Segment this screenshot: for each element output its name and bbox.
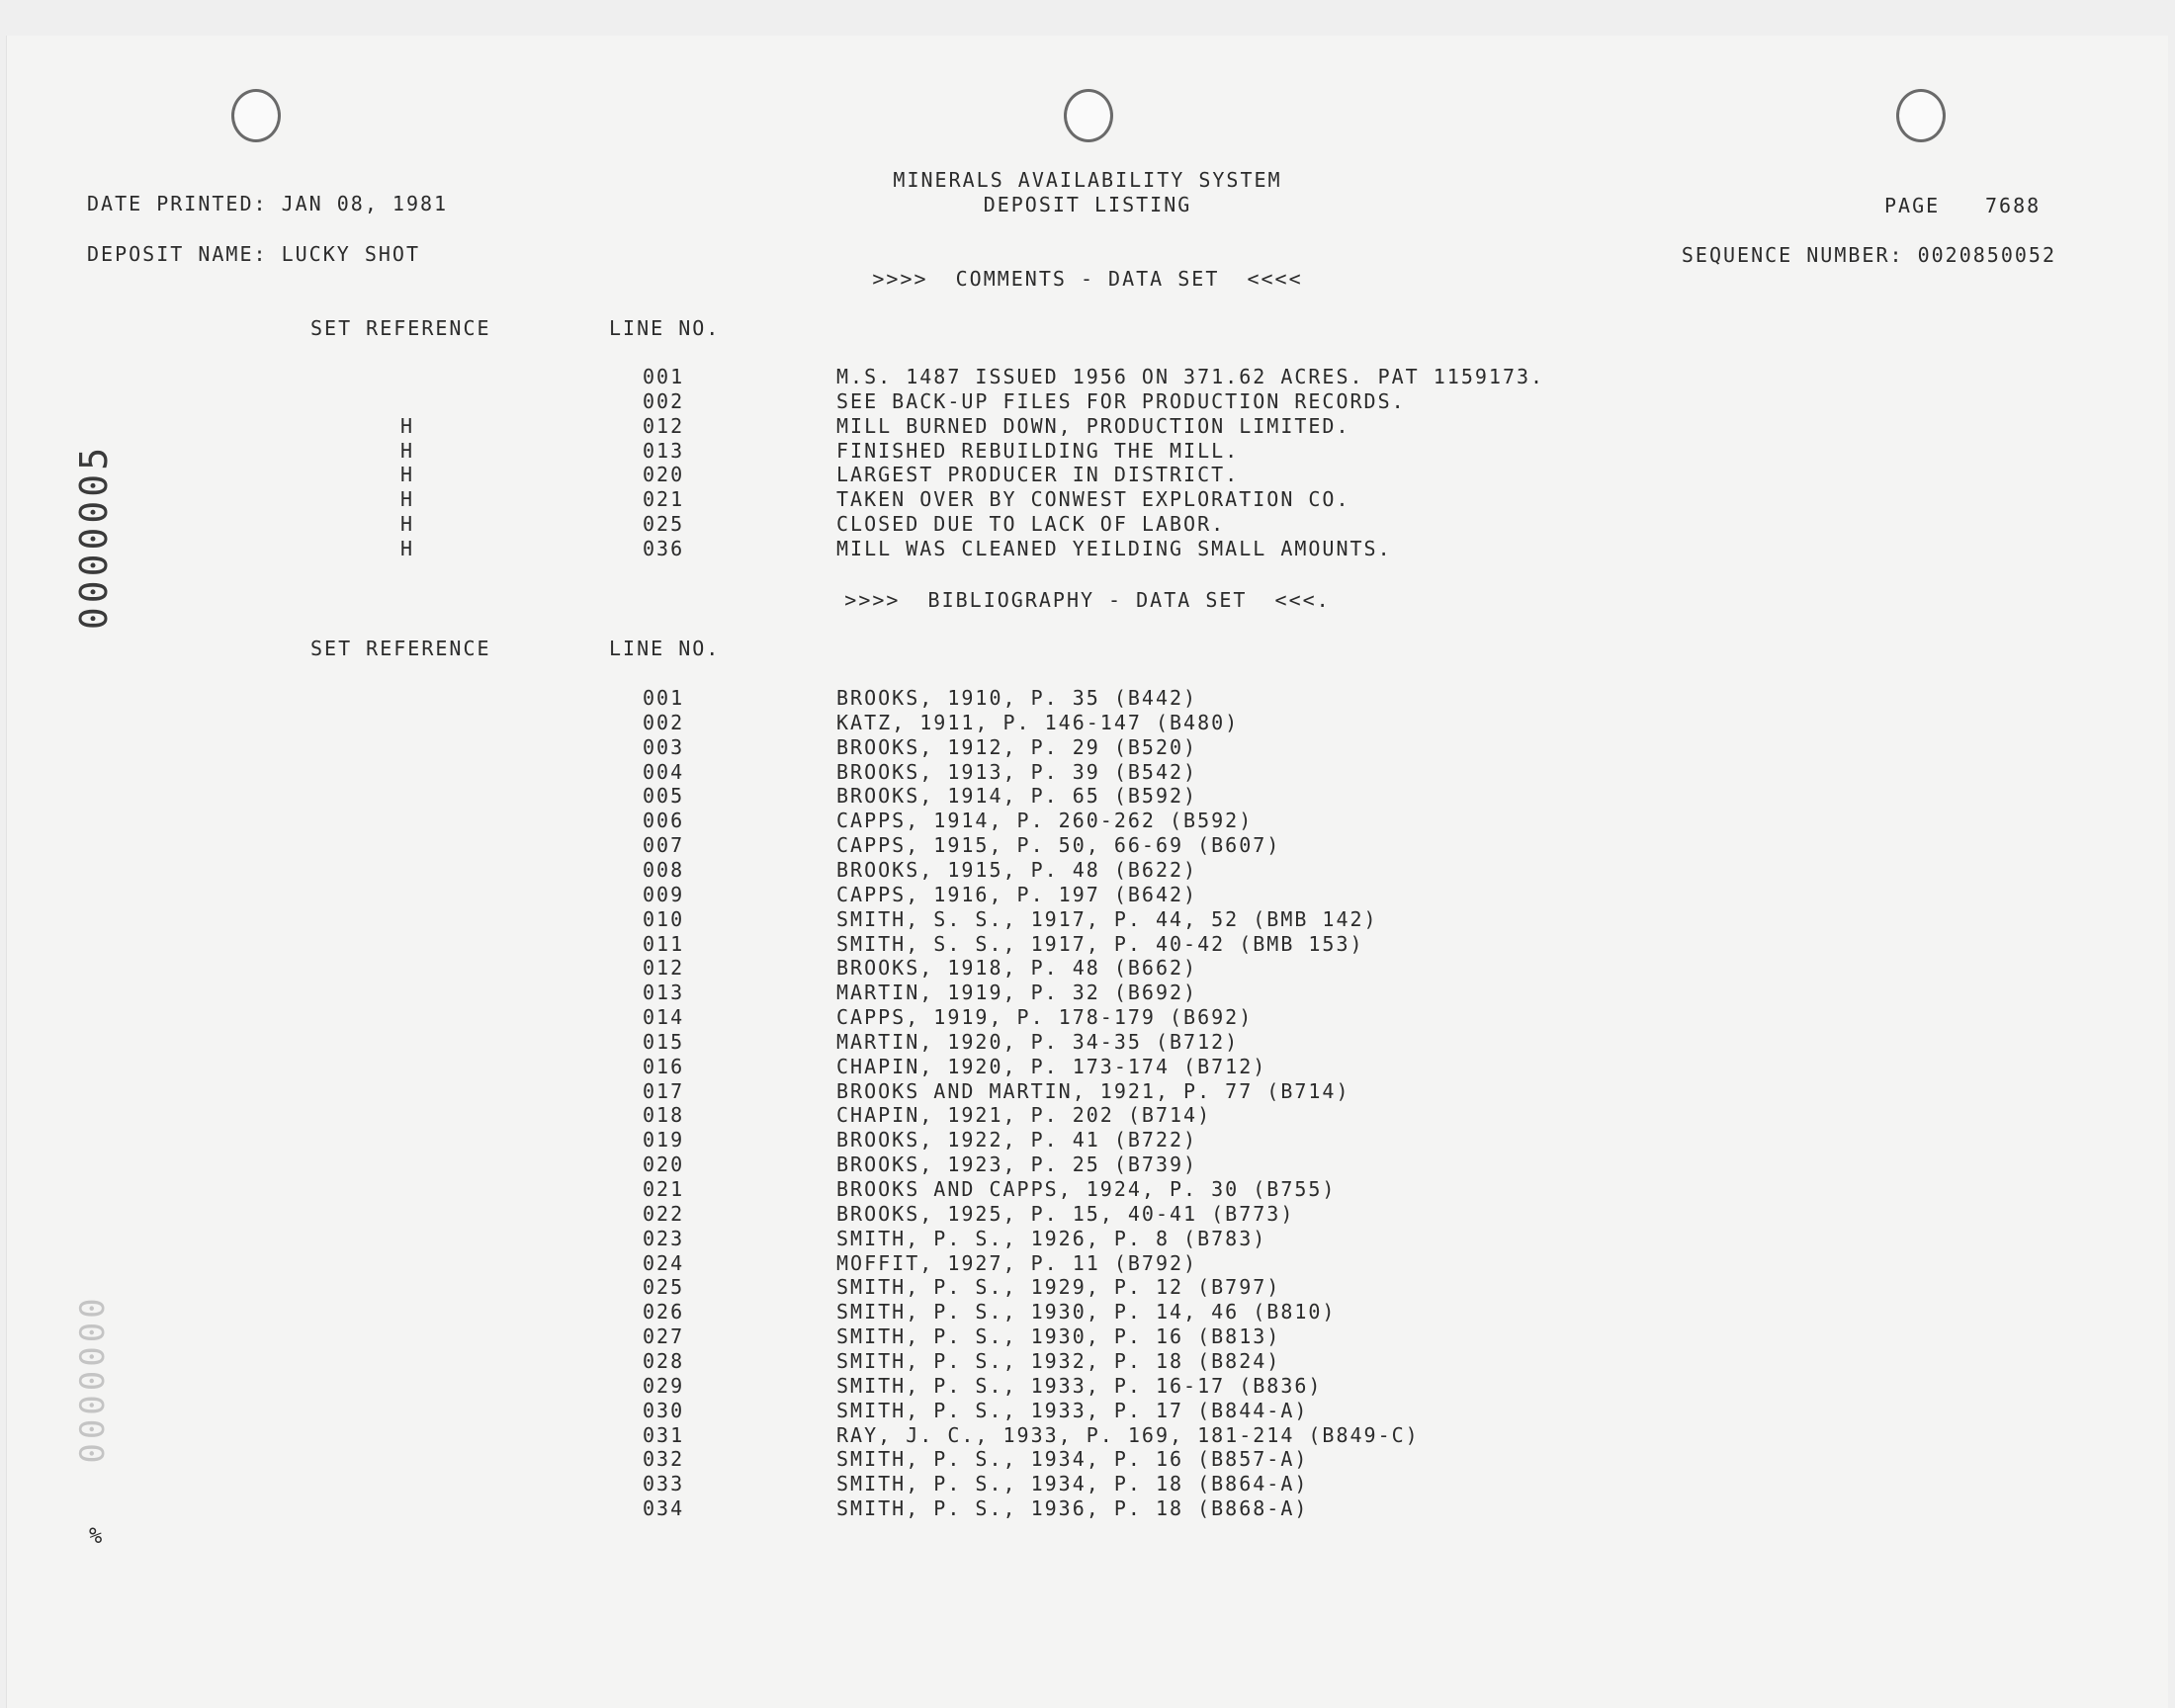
- table-row: [0, 1177, 2175, 1202]
- table-row: [0, 1324, 2175, 1349]
- table-row: [0, 1275, 2175, 1300]
- table-row: [0, 1399, 2175, 1423]
- entry-text-cell: BROOKS, 1925, P. 15, 40-41 (B773): [836, 1201, 1295, 1226]
- table-row: [0, 389, 2175, 414]
- line-number-cell: 012: [643, 956, 685, 981]
- entry-text-cell: BROOKS, 1923, P. 25 (B739): [836, 1153, 1198, 1177]
- line-number-cell: 013: [643, 438, 685, 463]
- line-number-cell: 012: [643, 413, 685, 438]
- system-title: MINERALS AVAILABILITY SYSTEM: [893, 168, 1282, 192]
- set-reference-cell: H: [399, 487, 415, 512]
- entry-text-cell: CAPPS, 1914, P. 260-262 (B592): [836, 809, 1254, 833]
- entry-text-cell: MOFFIT, 1927, P. 11 (B792): [836, 1250, 1198, 1275]
- comments-col-set-reference: SET REFERENCE: [310, 316, 491, 340]
- entry-text-cell: TAKEN OVER BY CONWEST EXPLORATION CO.: [836, 487, 1350, 512]
- table-row: [0, 1251, 2175, 1276]
- punch-hole-center: [1064, 89, 1113, 142]
- set-reference-cell: H: [399, 512, 415, 537]
- line-number-cell: 010: [643, 906, 685, 931]
- entry-text-cell: SMITH, P. S., 1934, P. 16 (B857-A): [836, 1447, 1309, 1472]
- line-number-cell: 036: [643, 536, 685, 560]
- line-number-cell: 017: [643, 1078, 685, 1103]
- punch-hole-right: [1896, 89, 1946, 142]
- line-number-cell: 020: [643, 1153, 685, 1177]
- entry-text-cell: SMITH, P. S., 1932, P. 18 (B824): [836, 1348, 1281, 1373]
- line-number-cell: 033: [643, 1472, 685, 1496]
- set-reference-cell: H: [399, 413, 415, 438]
- line-number-cell: 020: [643, 463, 685, 487]
- table-row: [0, 1300, 2175, 1324]
- table-row: [0, 1103, 2175, 1128]
- entry-text-cell: SMITH, P. S., 1930, P. 16 (B813): [836, 1324, 1281, 1349]
- bibliography-col-set-reference: SET REFERENCE: [310, 637, 491, 660]
- side-stamp-number-faint: 0000000: [73, 1294, 113, 1464]
- table-row: [0, 833, 2175, 858]
- table-row: [0, 858, 2175, 883]
- table-row: [0, 932, 2175, 957]
- line-number-cell: 030: [643, 1398, 685, 1422]
- entry-text-cell: SMITH, P. S., 1933, P. 16-17 (B836): [836, 1373, 1323, 1398]
- line-number-cell: 023: [643, 1226, 685, 1250]
- entry-text-cell: MILL BURNED DOWN, PRODUCTION LIMITED.: [836, 413, 1350, 438]
- table-row: [0, 907, 2175, 932]
- table-row: [0, 1128, 2175, 1153]
- table-row: [0, 463, 2175, 487]
- comments-section-title: >>>> COMMENTS - DATA SET <<<<: [872, 267, 1303, 291]
- set-reference-cell: H: [399, 463, 415, 487]
- line-number-cell: 021: [643, 487, 685, 512]
- bibliography-col-line-no: LINE NO.: [609, 637, 721, 660]
- line-number-cell: 022: [643, 1201, 685, 1226]
- sequence-number: SEQUENCE NUMBER: 0020850052: [1681, 243, 2056, 267]
- line-number-cell: 025: [643, 512, 685, 537]
- footer-mark: %: [89, 1524, 105, 1549]
- line-number-cell: 016: [643, 1054, 685, 1078]
- line-number-cell: 027: [643, 1324, 685, 1349]
- table-row: [0, 784, 2175, 809]
- punch-hole-left: [231, 89, 281, 142]
- table-row: [0, 1496, 2175, 1521]
- entry-text-cell: LARGEST PRODUCER IN DISTRICT.: [836, 463, 1240, 487]
- table-row: [0, 487, 2175, 512]
- set-reference-cell: H: [399, 536, 415, 560]
- line-number-cell: 024: [643, 1250, 685, 1275]
- entry-text-cell: MARTIN, 1919, P. 32 (B692): [836, 981, 1198, 1005]
- entry-text-cell: BROOKS AND CAPPS, 1924, P. 30 (B755): [836, 1177, 1337, 1201]
- table-row: [0, 809, 2175, 833]
- table-row: [0, 956, 2175, 981]
- comments-col-line-no: LINE NO.: [609, 316, 721, 340]
- line-number-cell: 004: [643, 759, 685, 784]
- page-number: 7688: [1985, 194, 2042, 217]
- entry-text-cell: CAPPS, 1919, P. 178-179 (B692): [836, 1005, 1254, 1030]
- table-row: [0, 414, 2175, 439]
- line-number-cell: 019: [643, 1128, 685, 1153]
- line-number-cell: 034: [643, 1496, 685, 1521]
- line-number-cell: 029: [643, 1373, 685, 1398]
- entry-text-cell: SMITH, S. S., 1917, P. 44, 52 (BMB 142): [836, 906, 1378, 931]
- page-label: PAGE: [1884, 194, 1941, 217]
- line-number-cell: 003: [643, 734, 685, 759]
- entry-text-cell: SMITH, S. S., 1917, P. 40-42 (BMB 153): [836, 931, 1364, 956]
- table-row: [0, 537, 2175, 561]
- table-row: [0, 981, 2175, 1005]
- entry-text-cell: CLOSED DUE TO LACK OF LABOR.: [836, 512, 1226, 537]
- table-row: [0, 711, 2175, 735]
- line-number-cell: 011: [643, 931, 685, 956]
- entry-text-cell: BROOKS AND MARTIN, 1921, P. 77 (B714): [836, 1078, 1350, 1103]
- entry-text-cell: BROOKS, 1912, P. 29 (B520): [836, 734, 1198, 759]
- entry-text-cell: BROOKS, 1915, P. 48 (B622): [836, 857, 1198, 882]
- entry-text-cell: M.S. 1487 ISSUED 1956 ON 371.62 ACRES. PAT 1159173.: [836, 365, 1545, 388]
- line-number-cell: 028: [643, 1348, 685, 1373]
- entry-text-cell: CHAPIN, 1920, P. 173-174 (B712): [836, 1054, 1267, 1078]
- table-row: [0, 735, 2175, 760]
- line-number-cell: 002: [643, 710, 685, 734]
- table-row: [0, 1227, 2175, 1251]
- entry-text-cell: SMITH, P. S., 1929, P. 12 (B797): [836, 1275, 1281, 1300]
- line-number-cell: 008: [643, 857, 685, 882]
- line-number-cell: 007: [643, 833, 685, 858]
- line-number-cell: 013: [643, 981, 685, 1005]
- table-row: [0, 686, 2175, 711]
- table-row: [0, 1153, 2175, 1177]
- table-row: [0, 883, 2175, 907]
- table-row: [0, 1423, 2175, 1448]
- line-number-cell: 005: [643, 784, 685, 809]
- entry-text-cell: SMITH, P. S., 1934, P. 18 (B864-A): [836, 1472, 1309, 1496]
- line-number-cell: 009: [643, 882, 685, 906]
- entry-text-cell: BROOKS, 1913, P. 39 (B542): [836, 759, 1198, 784]
- set-reference-cell: H: [399, 438, 415, 463]
- line-number-cell: 001: [643, 686, 685, 710]
- line-number-cell: 021: [643, 1177, 685, 1201]
- line-number-cell: 025: [643, 1275, 685, 1300]
- table-row: [0, 512, 2175, 537]
- table-row: [0, 1447, 2175, 1472]
- entry-text-cell: BROOKS, 1910, P. 35 (B442): [836, 686, 1198, 710]
- table-row: [0, 1374, 2175, 1399]
- table-row: [0, 1030, 2175, 1055]
- line-number-cell: 014: [643, 1005, 685, 1030]
- entry-text-cell: SEE BACK-UP FILES FOR PRODUCTION RECORDS.: [836, 388, 1406, 413]
- entry-text-cell: FINISHED REBUILDING THE MILL.: [836, 438, 1240, 463]
- entry-text-cell: MILL WAS CLEANED YEILDING SMALL AMOUNTS.: [836, 536, 1392, 560]
- entry-text-cell: SMITH, P. S., 1930, P. 14, 46 (B810): [836, 1300, 1337, 1324]
- line-number-cell: 006: [643, 809, 685, 833]
- date-printed: DATE PRINTED: JAN 08, 1981: [87, 192, 449, 215]
- table-row: [0, 1349, 2175, 1374]
- entry-text-cell: CHAPIN, 1921, P. 202 (B714): [836, 1103, 1212, 1128]
- bibliography-section-title: >>>> BIBLIOGRAPHY - DATA SET <<<.: [844, 588, 1331, 612]
- line-number-cell: 026: [643, 1300, 685, 1324]
- entry-text-cell: BROOKS, 1918, P. 48 (B662): [836, 956, 1198, 981]
- table-row: [0, 439, 2175, 464]
- deposit-name: DEPOSIT NAME: LUCKY SHOT: [87, 242, 420, 266]
- line-number-cell: 001: [643, 365, 685, 388]
- table-row: [0, 1472, 2175, 1496]
- table-row: [0, 1055, 2175, 1079]
- side-stamp-number: 0000005: [72, 443, 116, 631]
- entry-text-cell: KATZ, 1911, P. 146-147 (B480): [836, 710, 1240, 734]
- entry-text-cell: RAY, J. C., 1933, P. 169, 181-214 (B849-C): [836, 1422, 1420, 1447]
- entry-text-cell: SMITH, P. S., 1933, P. 17 (B844-A): [836, 1398, 1309, 1422]
- entry-text-cell: MARTIN, 1920, P. 34-35 (B712): [836, 1029, 1240, 1054]
- line-number-cell: 002: [643, 388, 685, 413]
- entry-text-cell: CAPPS, 1916, P. 197 (B642): [836, 882, 1198, 906]
- entry-text-cell: BROOKS, 1914, P. 65 (B592): [836, 784, 1198, 809]
- table-row: [0, 365, 2175, 389]
- table-row: [0, 1202, 2175, 1227]
- line-number-cell: 015: [643, 1029, 685, 1054]
- table-row: [0, 1079, 2175, 1104]
- table-row: [0, 760, 2175, 785]
- line-number-cell: 031: [643, 1422, 685, 1447]
- entry-text-cell: CAPPS, 1915, P. 50, 66-69 (B607): [836, 833, 1281, 858]
- entry-text-cell: SMITH, P. S., 1926, P. 8 (B783): [836, 1226, 1267, 1250]
- table-row: [0, 1005, 2175, 1030]
- line-number-cell: 032: [643, 1447, 685, 1472]
- listing-title: DEPOSIT LISTING: [983, 193, 1192, 216]
- entry-text-cell: BROOKS, 1922, P. 41 (B722): [836, 1128, 1198, 1153]
- entry-text-cell: SMITH, P. S., 1936, P. 18 (B868-A): [836, 1496, 1309, 1521]
- line-number-cell: 018: [643, 1103, 685, 1128]
